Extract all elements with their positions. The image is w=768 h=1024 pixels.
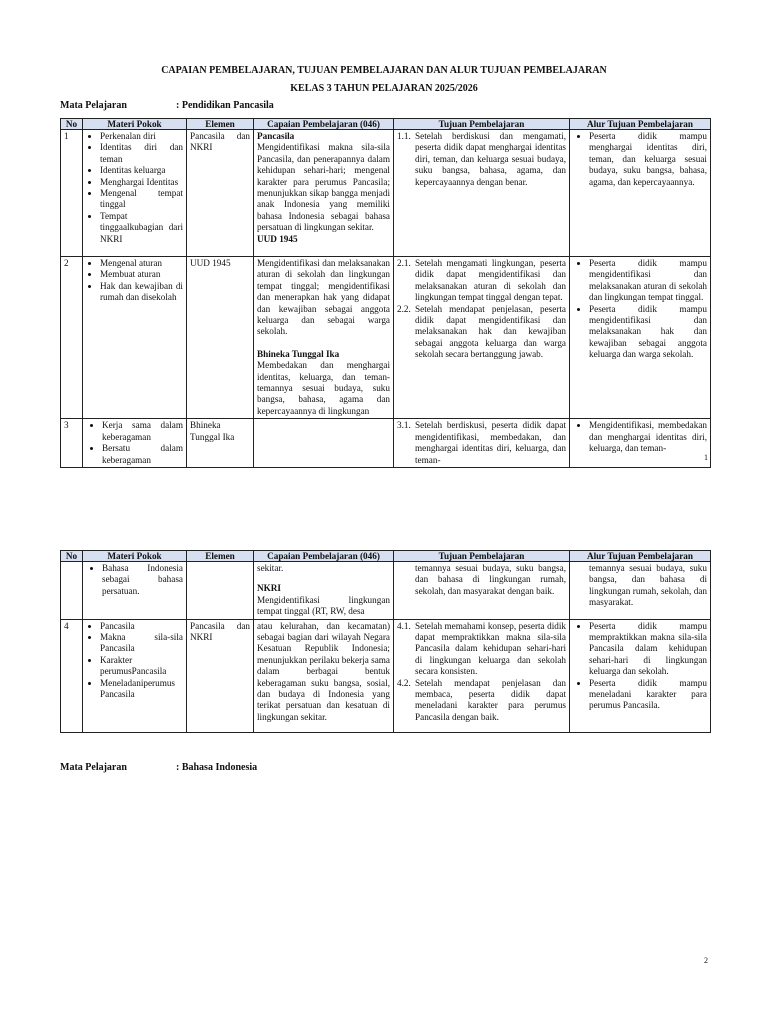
- cell-tujuan: [394, 419, 570, 468]
- list-item: • Mengidentifikasi, membedakan dan menghargai identitas diri, keluarga, dan teman-: [589, 420, 707, 454]
- list-item: • Hak dan kewajiban di rumah dan disekolah: [100, 281, 183, 304]
- list-item: • Peserta didik mampu menghargai identitas diri, teman, dan keluarga sesuai budaya, suku bangsa, bahasa, agama, dan kepercayaannya.: [589, 131, 707, 188]
- list-item: • Bahasa Indonesia sebagai bahasa persatuan.: [102, 563, 183, 597]
- document-subtitle: KELAS 3 TAHUN PELAJARAN 2025/2026: [290, 83, 478, 94]
- tujuan-number: 2.1.: [397, 258, 411, 268]
- subject-value: : Bahasa Indonesia: [176, 762, 258, 773]
- cp-heading: Bhineka Tunggal Ika: [257, 348, 340, 359]
- page-number: 2: [704, 956, 708, 965]
- cell-capaian: [254, 419, 394, 468]
- table-row: [61, 257, 711, 419]
- tujuan-text: Setelah berdiskusi dan mengamati, peserta didik dapat menghargai identitas diri, teman, dan keluarga sesuai budaya, suku bangsa, bahasa, agama, dan kepercayaannya dengan benar.: [415, 131, 566, 187]
- list-item: • Peserta didik mampu meneladani karakter para perumus Pancasila.: [589, 678, 707, 712]
- cell-capaian: [254, 619, 394, 732]
- list-item: • Peserta didik mampu mempraktikkan makna sila-sila Pancasila dalam kehidupan sehari-hari di lingkungan keluarga dan sekolah.: [589, 621, 707, 678]
- header-materi: Materi Pokok: [83, 551, 187, 562]
- list-item: • Perkenalan diri: [100, 131, 183, 142]
- cell-tujuan: [394, 257, 570, 419]
- table-row: [61, 419, 711, 468]
- page-number: 1: [704, 453, 708, 462]
- table-row: [61, 619, 711, 732]
- subject-line: [60, 100, 274, 111]
- alur-text: temannya sesuai budaya, suku bangsa, dan bahasa di lingkungan rumah, sekolah, dan masyarakat.: [589, 563, 707, 608]
- header-no: No: [61, 551, 83, 562]
- cell-materi: [83, 419, 187, 468]
- table-header-row: [61, 119, 711, 130]
- cp-text: sekitar.: [257, 563, 284, 573]
- table-header-row: [61, 551, 711, 562]
- list-item: • Makna sila-sila Pancasila: [100, 632, 183, 655]
- tujuan-text: temannya sesuai budaya, suku bangsa, dan bahasa di lingkungan rumah, sekolah, dan masyarakat dengan baik.: [415, 563, 566, 596]
- list-item: • Karakter perumusPancasila: [100, 655, 183, 678]
- list-item: • Peserta didik mampu mengidentifikasi dan melaksanakan hak dan kewajiban sebagai anggota keluarga dan warga sekolah.: [589, 304, 707, 361]
- list-item: • Tempat tinggaalkubagian dari NKRI: [100, 211, 183, 245]
- tujuan-item: [397, 621, 566, 678]
- cell-elemen: Pancasila dan NKRI: [187, 619, 254, 732]
- list-item: • Membuat aturan: [100, 269, 183, 280]
- cell-tujuan: [394, 619, 570, 732]
- curriculum-table-page2: [60, 550, 711, 733]
- cell-no: 2: [61, 257, 83, 419]
- tujuan-text: Setelah mendapat penjelasan dan membaca, peserta didik dapat meneladani karakter para perumus Pancasila dengan baik.: [415, 677, 566, 722]
- curriculum-table-page1: [60, 118, 711, 468]
- subject-label: Mata Pelajaran: [60, 762, 127, 773]
- cp-heading: NKRI: [257, 583, 281, 594]
- cp-text: atau kelurahan, dan kecamatan) sebagai bagian dari wilayah Negara Kesatuan Republik Indonesia; menunjukkan perilaku bekerja sama dalam berbagai bentuk keberagaman suku bangsa, sosial, dan budaya di Indonesia yang terikat persatuan dan kesatuan di lingkungan sekitar.: [257, 620, 390, 722]
- cp-text: Mengidentifikasi lingkungan tempat tinggal (RT, RW, desa: [257, 594, 390, 617]
- cell-alur: [570, 419, 711, 468]
- list-item: • Identitas diri dan teman: [100, 142, 183, 165]
- tujuan-item: [397, 304, 566, 361]
- header-capaian: Capaian Pembelajaran (046): [254, 119, 394, 130]
- header-materi: Materi Pokok: [83, 119, 187, 130]
- cell-no: 1: [61, 130, 83, 257]
- header-alur: Alur Tujuan Pembelajaran: [570, 119, 711, 130]
- subject-value: : Pendidikan Pancasila: [176, 100, 274, 111]
- cp-text: Mengidentifikasi dan melaksanakan aturan di sekolah dan lingkungan tempat tinggal; mengidentifikasi dan menerapkan hak yang didapat dan kewajiban sebagai anggota keluarga dan sebagai warga sekolah.: [257, 258, 390, 337]
- subject-line: [60, 762, 257, 773]
- tujuan-text: Setelah memahami konsep, peserta didik dapat mempraktikkan makna sila-sila Pancasila dalam kehidupan sehari-hari di lingkungan keluarga dan sekolah secara konsisten.: [415, 620, 566, 677]
- list-item: • Bersatu dalam keberagaman: [102, 443, 183, 466]
- list-item: • Meneladaniperumus Pancasila: [100, 678, 183, 701]
- list-item: • Identitas keluarga: [100, 165, 183, 176]
- list-item: • Mengenal tempat tinggal: [100, 188, 183, 211]
- header-capaian: Capaian Pembelajaran (046): [254, 551, 394, 562]
- header-no: No: [61, 119, 83, 130]
- cp-heading: Pancasila: [257, 131, 295, 141]
- tujuan-text: Setelah mengamati lingkungan, peserta didik dapat mengidentifikasi dan melaksanakan aturan di sekolah dan lingkungan tempat tinggal dengan tepat.: [415, 258, 566, 303]
- cp-text: Mengidentifikasi makna sila-sila Pancasila, dan penerapannya dalam kehidupan sehari-hari; mengenal karakter para perumus Pancasila; menunjukkan sikap bangga menjadi anak Indonesia yang memiliki bahasa Indonesia sebagai bahasa persatuan di lingkungan sekitar.: [257, 142, 390, 233]
- cell-materi: [83, 619, 187, 732]
- header-tujuan: Tujuan Pembelajaran: [394, 119, 570, 130]
- cell-tujuan: [394, 130, 570, 257]
- cell-no: 3: [61, 419, 83, 468]
- cell-capaian: [254, 130, 394, 257]
- cell-tujuan: [394, 562, 570, 620]
- list-item: • Menghargai Identitas: [100, 177, 183, 188]
- cell-alur: [570, 619, 711, 732]
- header-elemen: Elemen: [187, 119, 254, 130]
- tujuan-number: 4.1.: [397, 620, 411, 631]
- header-elemen: Elemen: [187, 551, 254, 562]
- cell-alur: [570, 130, 711, 257]
- cell-materi: [83, 130, 187, 257]
- cell-no: [61, 562, 83, 620]
- tujuan-number: 1.1.: [397, 131, 411, 141]
- tujuan-item: [397, 258, 566, 304]
- list-item: • Peserta didik mampu mengidentifikasi dan melaksanakan aturan di sekolah dan lingkungan tempat tinggal.: [589, 258, 707, 304]
- cell-materi: [83, 257, 187, 419]
- tujuan-item: [397, 131, 566, 188]
- cp-heading: UUD 1945: [257, 233, 298, 244]
- document-title: CAPAIAN PEMBELAJARAN, TUJUAN PEMBELAJARAN DAN ALUR TUJUAN PEMBELAJARAN: [161, 65, 607, 76]
- cell-elemen: UUD 1945: [187, 257, 254, 419]
- list-item: • Pancasila: [100, 621, 183, 632]
- cp-text: Membedakan dan menghargai identitas, keluarga, dan teman-temannya sesuai budaya, suku bangsa, bahasa, agama dan kepercayaannya di lingkungan: [257, 360, 390, 416]
- cell-elemen: [187, 562, 254, 620]
- cell-capaian: [254, 562, 394, 620]
- tujuan-item: [397, 563, 566, 597]
- tujuan-number: 4.2.: [397, 677, 411, 688]
- header-tujuan: Tujuan Pembelajaran: [394, 551, 570, 562]
- header-alur: Alur Tujuan Pembelajaran: [570, 551, 711, 562]
- table-row: [61, 562, 711, 620]
- cell-elemen: Bhineka Tunggal Ika: [187, 419, 254, 468]
- cell-alur: [570, 257, 711, 419]
- tujuan-text: Setelah berdiskusi, peserta didik dapat mengidentifikasi, membedakan, dan menghargai identitas diri, keluarga, dan teman-: [415, 420, 566, 465]
- cell-elemen: Pancasila dan NKRI: [187, 130, 254, 257]
- cell-no: 4: [61, 619, 83, 732]
- tujuan-number: 2.2.: [397, 303, 411, 314]
- tujuan-number: 3.1.: [397, 420, 411, 431]
- cell-materi: [83, 562, 187, 620]
- tujuan-item: [397, 420, 566, 466]
- tujuan-text: Setelah mendapat penjelasan, peserta didik dapat mengidentifikasi dan melaksanakan hak dan kewajiban sebagai anggota keluarga dan warga sekolah secara bertanggung jawab.: [415, 303, 566, 360]
- table-row: [61, 130, 711, 257]
- cell-capaian: [254, 257, 394, 419]
- list-item: • Kerja sama dalam keberagaman: [102, 420, 183, 443]
- cell-alur: [570, 562, 711, 620]
- list-item: • Mengenal aturan: [100, 258, 183, 269]
- subject-label: Mata Pelajaran: [60, 100, 127, 111]
- tujuan-item: [397, 678, 566, 724]
